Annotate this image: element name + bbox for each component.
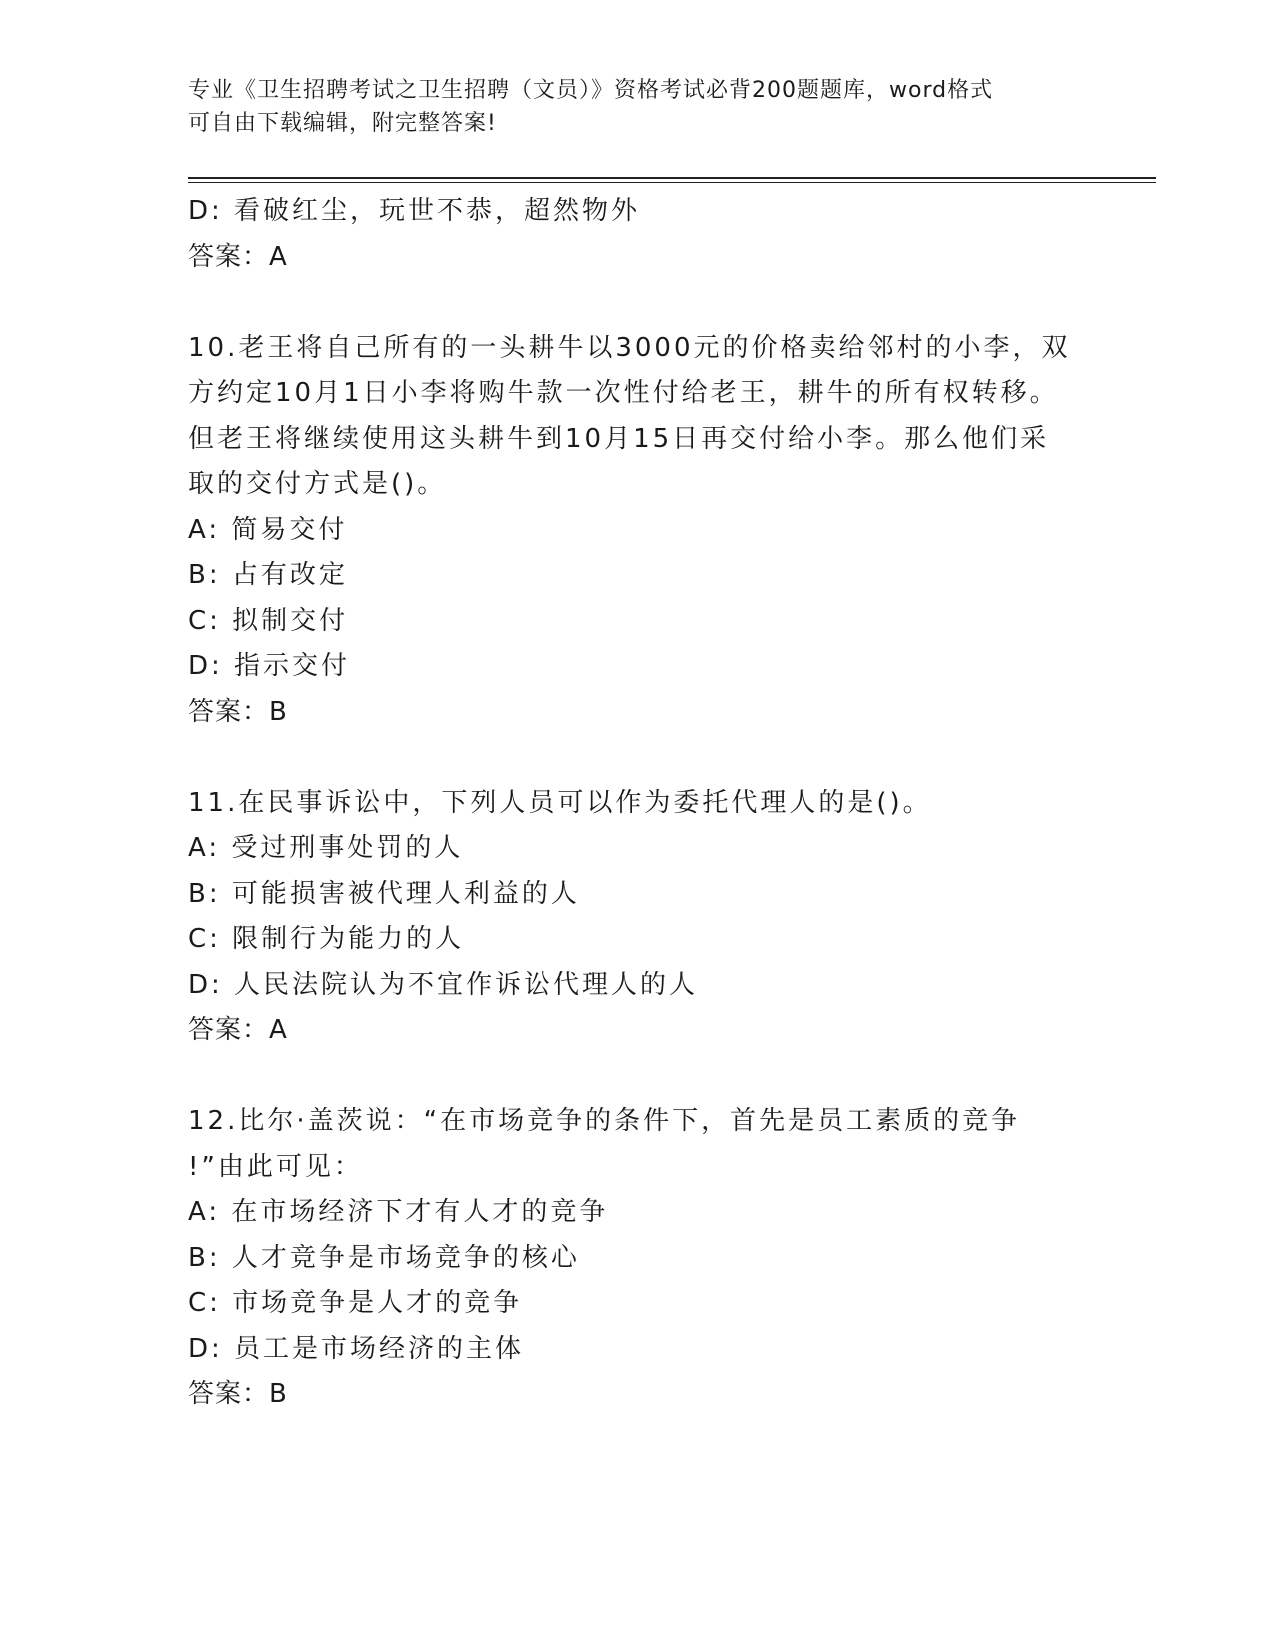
document-header [188, 74, 1068, 140]
prev-option-d: D: 看破红尘，玩世不恭，超然物外 [188, 196, 641, 226]
question-item [188, 781, 1068, 1054]
option-c: C: 市场竞争是人才的竞争 [188, 1288, 523, 1318]
option-d: D: 员工是市场经济的主体 [188, 1333, 525, 1364]
option-c: C: 拟制交付 [188, 605, 349, 636]
answer: 答案：B [188, 696, 288, 727]
option-a: A: 简易交付 [188, 514, 348, 545]
prev-answer: 答案：A [188, 241, 288, 272]
option-d: D: 人民法院认为不宜作诉讼代理人的人 [188, 969, 699, 1000]
question-text-line: 12.比尔·盖茨说：“在市场竞争的条件下，首先是员工素质的竞争 [188, 1106, 1021, 1136]
header-divider [188, 177, 1156, 183]
question-text-line: 但老王将继续使用这头耕牛到10月15日再交付给小李。那么他们采 [188, 423, 1050, 454]
header-line-2: 可自由下载编辑，附完整答案! [188, 111, 497, 136]
answer: 答案：B [188, 1379, 288, 1409]
question-list [188, 189, 1071, 1418]
question-text-line: 方约定10月1日小李将购牛款一次性付给老王，耕牛的所有权转移。 [188, 378, 1059, 408]
answer: 答案：A [188, 1015, 288, 1045]
option-b: B: 人才竞争是市场竞争的核心 [188, 1242, 580, 1273]
option-d: D: 指示交付 [188, 651, 351, 681]
spacer [188, 280, 1068, 326]
spacer [188, 1054, 1068, 1100]
question-text-line: 11.在民事诉讼中，下列人员可以作为委托代理人的是()。 [188, 787, 932, 818]
question-text-line: 10.老王将自己所有的一头耕牛以3000元的价格卖给邻村的小李，双 [188, 332, 1071, 363]
question-item [188, 1099, 1068, 1418]
option-a: A: 在市场经济下才有人才的竞争 [188, 1197, 609, 1227]
option-a: A: 受过刑事处罚的人 [188, 833, 464, 863]
option-b: B: 可能损害被代理人利益的人 [188, 878, 580, 909]
option-c: C: 限制行为能力的人 [188, 924, 465, 954]
option-b: B: 占有改定 [188, 560, 348, 590]
spacer [188, 735, 1068, 781]
question-text-line: !”由此可见： [188, 1151, 363, 1182]
question-text-line: 取的交付方式是()。 [188, 469, 447, 499]
header-line-1: 专业《卫生招聘考试之卫生招聘（文员）》资格考试必背200题题库，word格式 [188, 78, 994, 103]
question-item [188, 326, 1071, 736]
